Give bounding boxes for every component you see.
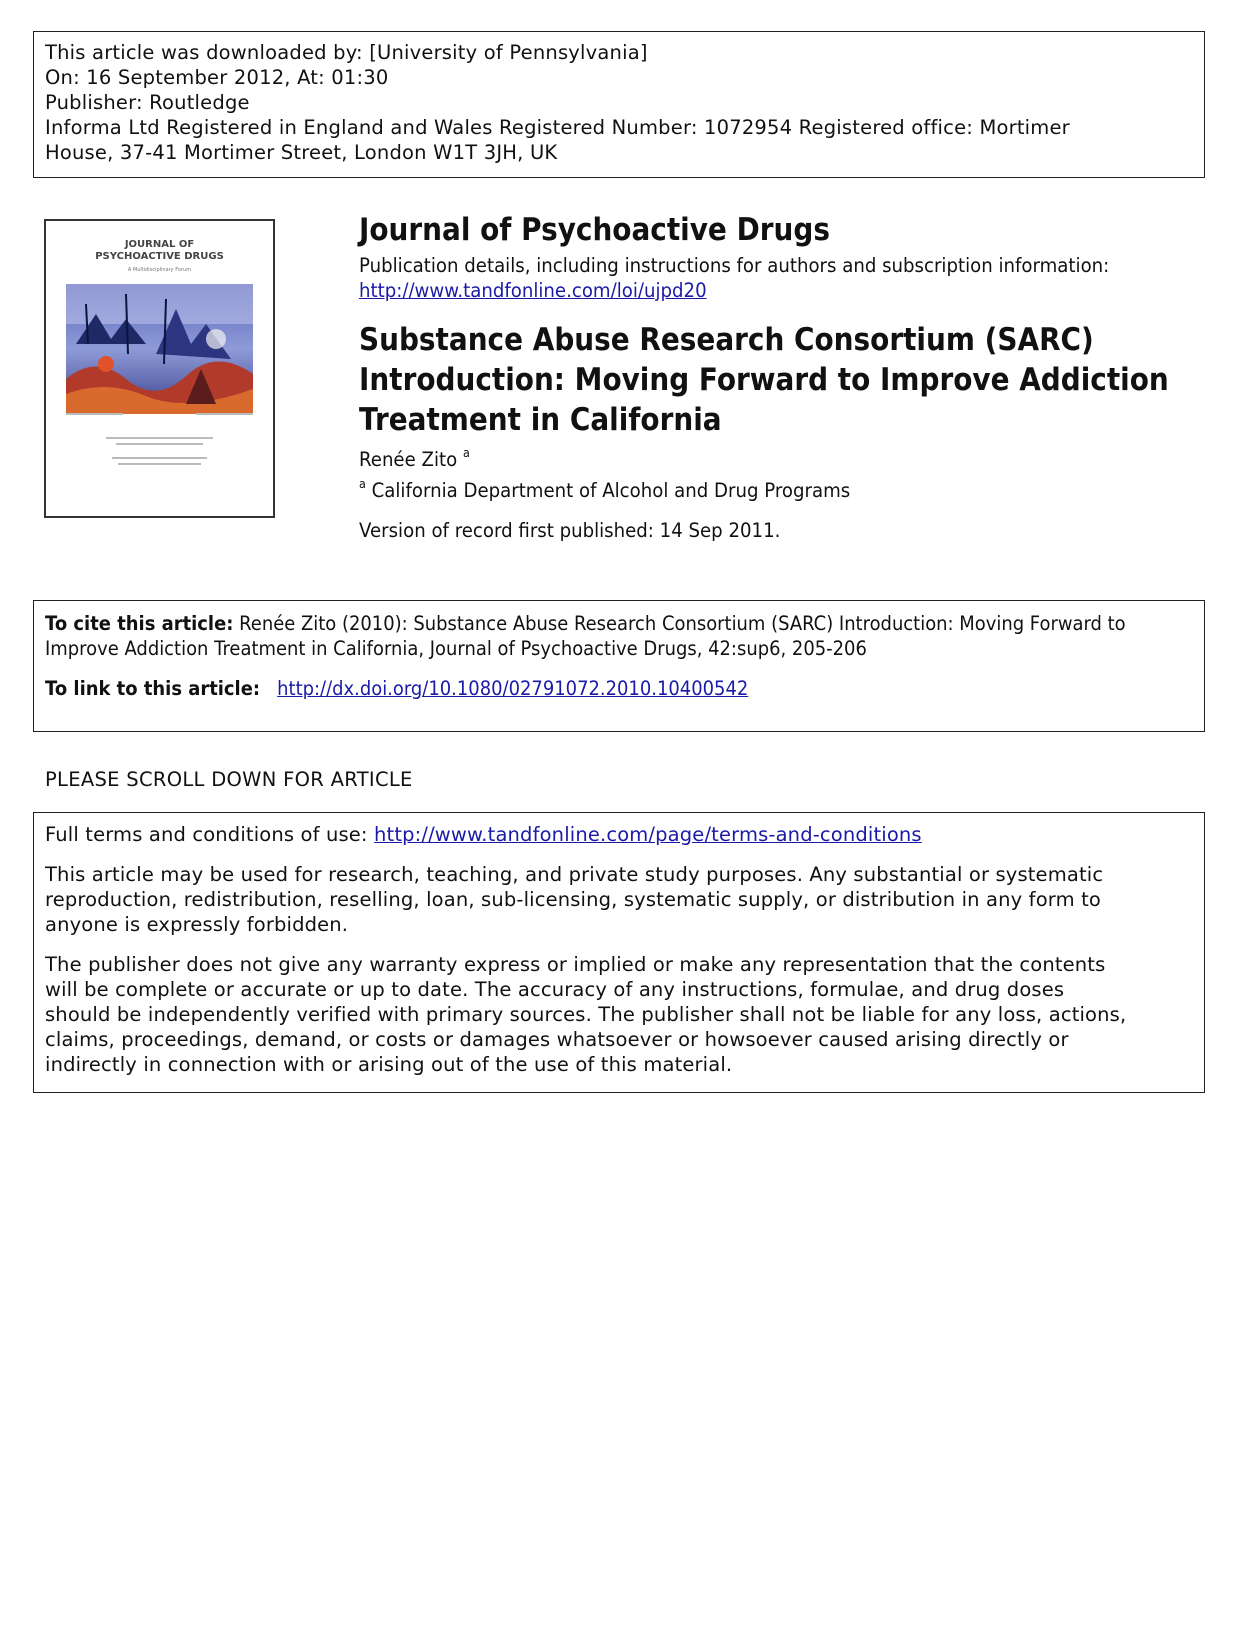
cover-text-line bbox=[66, 413, 123, 415]
terms-label: Full terms and conditions of use: bbox=[45, 823, 368, 846]
journal-cover-image bbox=[44, 219, 275, 518]
cite-text: Renée Zito (2010): Substance Abuse Research Consortium (SARC) Introduction: Moving Forward to bbox=[239, 612, 1126, 635]
cover-subtitle: A Multidisciplinary Forum bbox=[127, 267, 192, 273]
cover-text-line bbox=[106, 437, 213, 439]
cite-label: To cite this article: bbox=[45, 612, 234, 635]
cover-title: JOURNAL OF PSYCHOACTIVE DRUGS bbox=[95, 239, 224, 262]
terms-line bbox=[45, 822, 1193, 847]
cover-text-line bbox=[118, 463, 201, 465]
terms-box bbox=[33, 812, 1205, 1093]
terms-para1-line: reproduction, redistribution, reselling, loan, sub-licensing, systematic supply, or distribution in any form to bbox=[45, 888, 1101, 911]
terms-para2-line: indirectly in connection with or arising out of the use of this material. bbox=[45, 1053, 733, 1076]
terms-link[interactable]: http://www.tandfonline.com/page/terms-and-conditions bbox=[374, 823, 922, 846]
terms-para2-line: should be independently verified with primary sources. The publisher shall not be liable for any loss, actions, bbox=[45, 1003, 1127, 1026]
terms-paragraph-1 bbox=[45, 862, 1193, 937]
cover-text-line bbox=[112, 457, 207, 459]
article-title-line: Substance Abuse Research Consortium (SARC) bbox=[359, 322, 1094, 358]
terms-para2-line: The publisher does not give any warranty express or implied or make any representation that the contents bbox=[45, 953, 1106, 976]
download-line: Publisher: Routledge bbox=[45, 91, 250, 114]
article-title-line: Treatment in California bbox=[359, 402, 722, 438]
author-name: Renée Zito bbox=[359, 448, 458, 471]
citation-box bbox=[33, 600, 1205, 732]
article-title-line: Introduction: Moving Forward to Improve Addiction bbox=[359, 362, 1169, 398]
article-title bbox=[359, 320, 1169, 440]
cover-text-line bbox=[116, 443, 203, 445]
cover-text-line bbox=[196, 413, 253, 415]
link-label: To link to this article: bbox=[45, 677, 261, 700]
terms-paragraph-2 bbox=[45, 952, 1193, 1077]
scroll-note: PLEASE SCROLL DOWN FOR ARTICLE bbox=[45, 768, 413, 791]
download-notice-box bbox=[33, 31, 1205, 178]
cover-artwork bbox=[66, 284, 253, 414]
terms-para2-line: will be complete or accurate or up to date. The accuracy of any instructions, formulae, and drug doses bbox=[45, 978, 1065, 1001]
journal-url-link[interactable]: http://www.tandfonline.com/loi/ujpd20 bbox=[359, 279, 707, 302]
author bbox=[359, 446, 470, 471]
cite-line bbox=[45, 611, 1126, 636]
terms-para1-line: anyone is expressly forbidden. bbox=[45, 913, 349, 936]
cite-line: Improve Addiction Treatment in California, Journal of Psychoactive Drugs, 42:sup6, 205-206 bbox=[45, 637, 867, 660]
download-line: This article was downloaded by: [University of Pennsylvania] bbox=[45, 41, 648, 64]
link-line bbox=[45, 676, 1101, 701]
download-line: House, 37-41 Mortimer Street, London W1T 3JH, UK bbox=[45, 141, 558, 164]
journal-title: Journal of Psychoactive Drugs bbox=[359, 212, 830, 248]
download-line: On: 16 September 2012, At: 01:30 bbox=[45, 66, 389, 89]
terms-para1-line: This article may be used for research, teaching, and private study purposes. Any substantial or systematic bbox=[45, 863, 1104, 886]
affiliation-text: California Department of Alcohol and Drug Programs bbox=[371, 479, 851, 502]
version-of-record: Version of record first published: 14 Sep 2011. bbox=[359, 519, 781, 542]
terms-para2-line: claims, proceedings, demand, or costs or damages whatsoever or howsoever caused arising directly or bbox=[45, 1028, 1069, 1051]
affiliation bbox=[359, 477, 850, 502]
affiliation-superscript: a bbox=[359, 477, 366, 491]
author-superscript: a bbox=[462, 446, 470, 460]
doi-link[interactable]: http://dx.doi.org/10.1080/02791072.2010.10400542 bbox=[277, 677, 749, 700]
publication-details: Publication details, including instructions for authors and subscription information: bbox=[359, 254, 1110, 277]
download-line: Informa Ltd Registered in England and Wales Registered Number: 1072954 Registered office: Mortimer bbox=[45, 116, 1070, 139]
